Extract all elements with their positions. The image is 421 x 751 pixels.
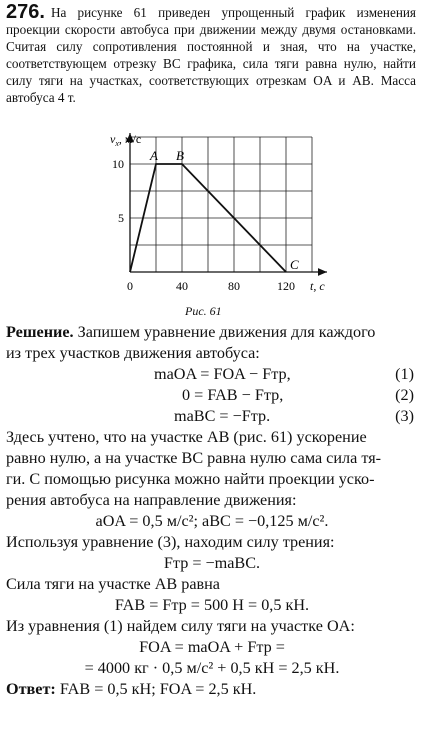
y-axis-label: $v_x$, м/с [110,132,142,148]
paragraph-1-line-4: рения автобуса на направление движения: [6,491,297,509]
friction-formula: Fтр = −maBC. [163,554,261,572]
figure-caption: Рис. 61 [185,304,222,318]
equation-2-number: (2) [395,386,414,404]
x-tick-label: 80 [228,279,240,293]
foa-formula-line-2: = 4000 кг · 0,5 м/с² + 0,5 кН = 2,5 кН. [84,659,340,677]
x-tick-label: 120 [277,279,295,293]
fab-result: FAB = Fтр = 500 Н = 0,5 кН. [114,596,310,614]
solution-intro-line-1: Решение. Запишем уравнение движения для каждого [6,323,376,341]
equation-1-number: (1) [395,365,414,383]
equation-3: maBC = −Fтр. (3) [174,407,414,425]
acceleration-values: aOA = 0,5 м/с²; aBC = −0,125 м/с². [95,512,329,530]
y-tick-label: 5 [118,211,124,225]
equation-1: maOA = FOA − Fтр, (1) [154,365,414,383]
answer-label: Ответ: [6,680,56,698]
paragraph-1-line-2: равно нулю, а на участке BC равна нулю сама сила тя- [6,449,382,467]
problem-statement [6,1,416,106]
paragraph-3: Сила тяги на участке AB равна [6,575,220,593]
y-tick-label: 10 [112,157,124,171]
point-label-a: A [150,148,158,163]
x-axis-label: t, с [310,279,325,293]
paragraph-1-line-1: Здесь учтено, что на участке AB (рис. 61) ускорение [6,428,367,446]
x-tick-label: 0 [127,279,133,293]
problem-number: 276. [6,1,45,23]
foa-formula-line-1: FOA = maOA + Fтр = [139,638,285,656]
equation-2: 0 = FAB − Fтр, (2) [182,386,414,404]
paragraph-1-line-3: ги. С помощью рисунка можно найти проекции уско- [6,470,375,488]
x-tick-label: 40 [176,279,188,293]
solution [6,322,418,700]
velocity-time-graph [100,128,340,318]
equation-3-number: (3) [395,407,414,425]
point-label-b: B [176,148,184,163]
paragraph-2: Используя уравнение (3), находим силу трения: [6,533,335,551]
answer [6,679,418,700]
problem-text: На рисунке 61 приведен упрощенный график изменения проекции скорости автобуса при движении между двумя остановками. Считая силу сопротивления постоянной и зная, что на участке, соответствующем отрезку BC графика, сила тяги равна нулю, найти силу тяги на участках, соответствующих отрезкам OA и AB. Масса автобуса 4 т. [6,5,416,105]
solution-intro-line-2: из трех участков движения автобуса: [6,344,260,362]
paragraph-4: Из уравнения (1) найдем силу тяги на участке OA: [6,617,355,635]
answer-text: FAB = 0,5 кН; FOA = 2,5 кН. [59,680,257,698]
solution-heading: Решение. [6,323,74,341]
point-label-c: C [290,257,299,272]
